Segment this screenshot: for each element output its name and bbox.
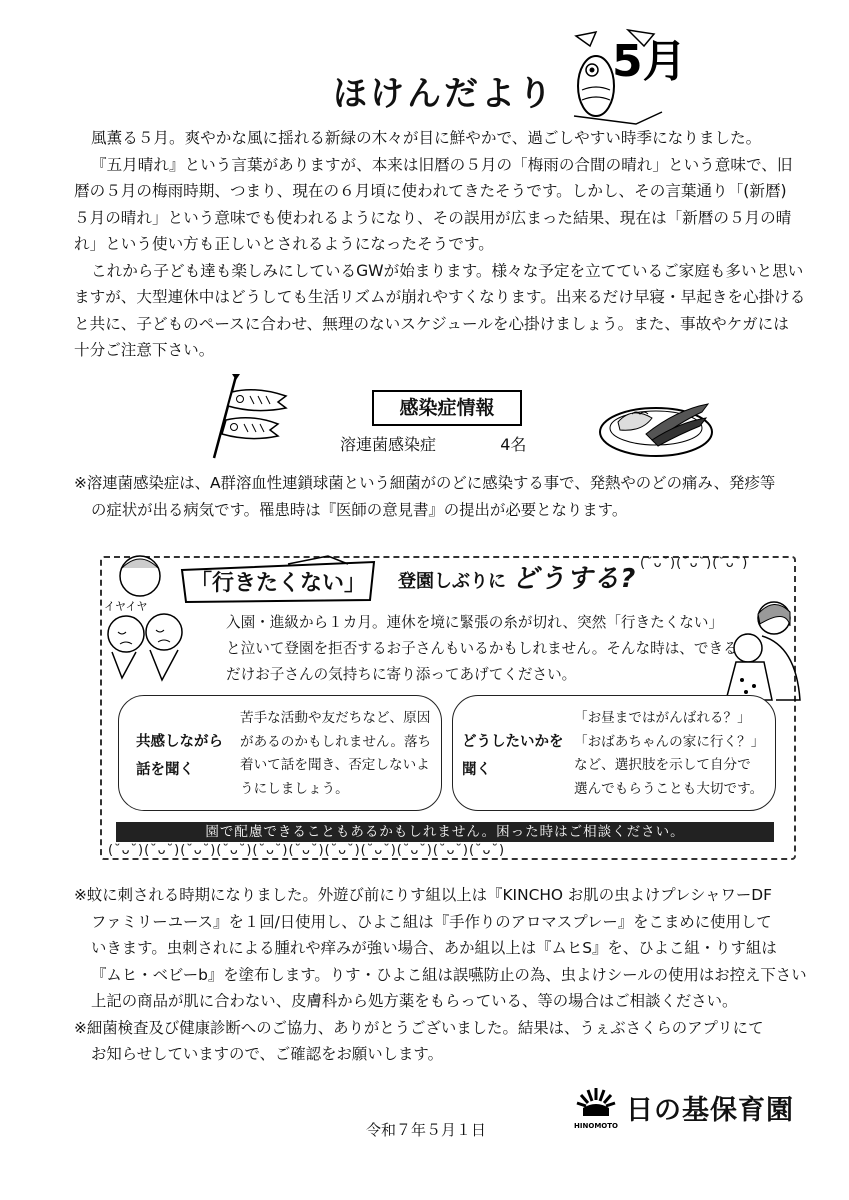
intro-line: これから子ども達も楽しみにしているGWが始まります。様々な予定を立てているご家庭も多いと思い bbox=[91, 261, 804, 280]
tip1-heading-line: 共感しながら bbox=[136, 734, 223, 750]
infection-stat bbox=[340, 432, 526, 455]
may-carp-illustration bbox=[566, 28, 687, 130]
tip2-heading bbox=[462, 728, 564, 784]
feature-intro-line: と泣いて登園を拒否するお子さんもいるかもしれません。そんな時は、できる bbox=[226, 640, 738, 657]
tempura-illustration bbox=[596, 388, 718, 460]
tip1-heading bbox=[136, 728, 223, 784]
crying-kids-illustration bbox=[92, 548, 192, 688]
notes-line: 上記の商品が肌に合わない、皮膚科から処方薬をもらっている、等の場合はご相談ください。 bbox=[91, 992, 738, 1010]
feature-banner-text: 「行きたくない」 bbox=[190, 571, 367, 596]
koinobori-illustration bbox=[206, 372, 302, 460]
notes-line: ファミリーユース』を１回/日使用し、ひよこ組は『手作りのアロマスプレー』をこまめに使用して bbox=[91, 912, 772, 931]
issue-date: 令和７年５月１日 bbox=[366, 1121, 487, 1139]
intro-line: 十分ご注意下さい。 bbox=[74, 341, 215, 359]
notes-line: ※蚊に刺される時期になりました。外遊び前にりす組以上は『KINCHO お肌の虫よけプレシャワーDF bbox=[74, 886, 772, 904]
intro-line: と共に、子どものペースに合わせ、無理のないスケジュールを心掛けましょう。また、事故やケガには bbox=[74, 314, 789, 333]
face-border-top: (˘ᴗ˘)(˘ᴗ˘)(˘ᴗ˘) bbox=[640, 556, 749, 571]
tip2-heading-line: 聞く bbox=[462, 762, 491, 778]
tip1-line: 着いて話を聞き、否定しないよ bbox=[240, 757, 430, 773]
intro-line: れ」という使い方も正しいとされるようになったそうです。 bbox=[74, 235, 494, 253]
case-count: 4名 bbox=[500, 435, 527, 454]
feature-footer-bar: 園で配慮できることもあるかもしれません。困った時はご相談ください。 bbox=[116, 822, 774, 842]
school-logo-icon bbox=[575, 1086, 617, 1132]
tip1-text bbox=[240, 707, 431, 801]
month-badge-text: 5月 bbox=[612, 36, 687, 87]
intro-line: 『五月晴れ』という言葉がありますが、本来は旧暦の５月の「梅雨の合間の晴れ」という意味で、旧 bbox=[91, 155, 793, 174]
notes-line: いきます。虫刺されによる腫れや痒みが強い場合、あか組以上は『ムヒS』を、ひよこ組・りす組は bbox=[91, 939, 777, 957]
page-title: ほけんだより bbox=[333, 74, 555, 114]
notes-line: ※細菌検査及び健康診断へのご協力、ありがとうございました。結果は、うぇぶさくらのアプリにて bbox=[74, 1018, 764, 1037]
tip2-text bbox=[574, 707, 764, 801]
tip2-heading-line: どうしたいかを bbox=[462, 734, 564, 750]
feature-intro bbox=[226, 610, 738, 688]
feature-heading-small: 登園しぶりに bbox=[398, 571, 506, 592]
kids-cry-text: イヤイヤ bbox=[104, 600, 148, 613]
tip1-line: があるのかもしれません。落ち bbox=[240, 733, 432, 750]
notes-line: 『ムヒ・ベビーb』を塗布します。りす・ひよこ組は誤嚥防止の為、虫よけシールの使用はお控え下さい bbox=[91, 965, 807, 984]
intro-paragraph bbox=[74, 125, 808, 364]
feature-heading bbox=[398, 558, 636, 595]
intro-line: 暦の５月の梅雨時期、つまり、現在の６月頃に使われてきたそうです。しかし、その言葉通り「(新暦) bbox=[74, 182, 787, 200]
infection-note bbox=[74, 470, 775, 523]
feature-intro-line: 入園・進級から１カ月。連休を境に緊張の糸が切れ、突然「行きたくない」 bbox=[226, 614, 724, 631]
disease-name: 溶連菌感染症 bbox=[340, 435, 437, 454]
tip2-line: 「おばあちゃんの家に行く？」 bbox=[574, 733, 765, 750]
intro-line: 風薫る５月。爽やかな風に揺れる新緑の木々が目に鮮やかで、過ごしやすい時季になりました。 bbox=[91, 129, 762, 147]
intro-line: ５月の晴れ」という意味でも使われるようになり、その誤用が広まった結果、現在は「新暦の５月の晴 bbox=[74, 208, 792, 227]
tip1-heading-line: 話を聞く bbox=[136, 762, 194, 778]
tip1-line: 苦手な活動や友だちなど、原因 bbox=[240, 710, 431, 726]
feature-heading-big: どうする? bbox=[512, 564, 637, 594]
intro-line: ますが、大型連休中はどうしても生活リズムが崩れやすくなります。出来るだけ早寝・早起きを心掛ける bbox=[74, 288, 806, 306]
tip2-line: など、選択肢を示して自分で bbox=[574, 757, 751, 773]
face-border-bottom: (˘ᴗ˘)(˘ᴗ˘)(˘ᴗ˘)(˘ᴗ˘)(˘ᴗ˘)(˘ᴗ˘)(˘ᴗ˘)(˘ᴗ˘)(˘ᴗ˘)(˘ᴗ˘)(˘ᴗ˘) bbox=[108, 843, 506, 858]
logo-small-text: HINOMOTO bbox=[574, 1122, 618, 1130]
notes-section bbox=[74, 882, 807, 1068]
tip2-line: 「お昼まではがんばれる？」 bbox=[574, 710, 751, 726]
note-line: の症状が出る病気です。罹患時は『医師の意見書』の提出が必要となります。 bbox=[91, 500, 628, 519]
school-name: 日の基保育園 bbox=[626, 1095, 794, 1126]
notes-line: お知らせしていますので、ご確認をお願いします。 bbox=[91, 1045, 443, 1063]
infection-heading: 感染症情報 bbox=[372, 390, 522, 426]
note-line: ※溶連菌感染症は、A群溶血性連鎖球菌という細菌がのどに感染する事で、発熱やのどの痛み、発疹等 bbox=[74, 474, 776, 492]
tip2-line: 選んでもらうことも大切です。 bbox=[574, 780, 764, 797]
feature-intro-line: だけお子さんの気持ちに寄り添ってあげてください。 bbox=[226, 666, 577, 683]
tip1-line: うにしましょう。 bbox=[240, 780, 349, 797]
